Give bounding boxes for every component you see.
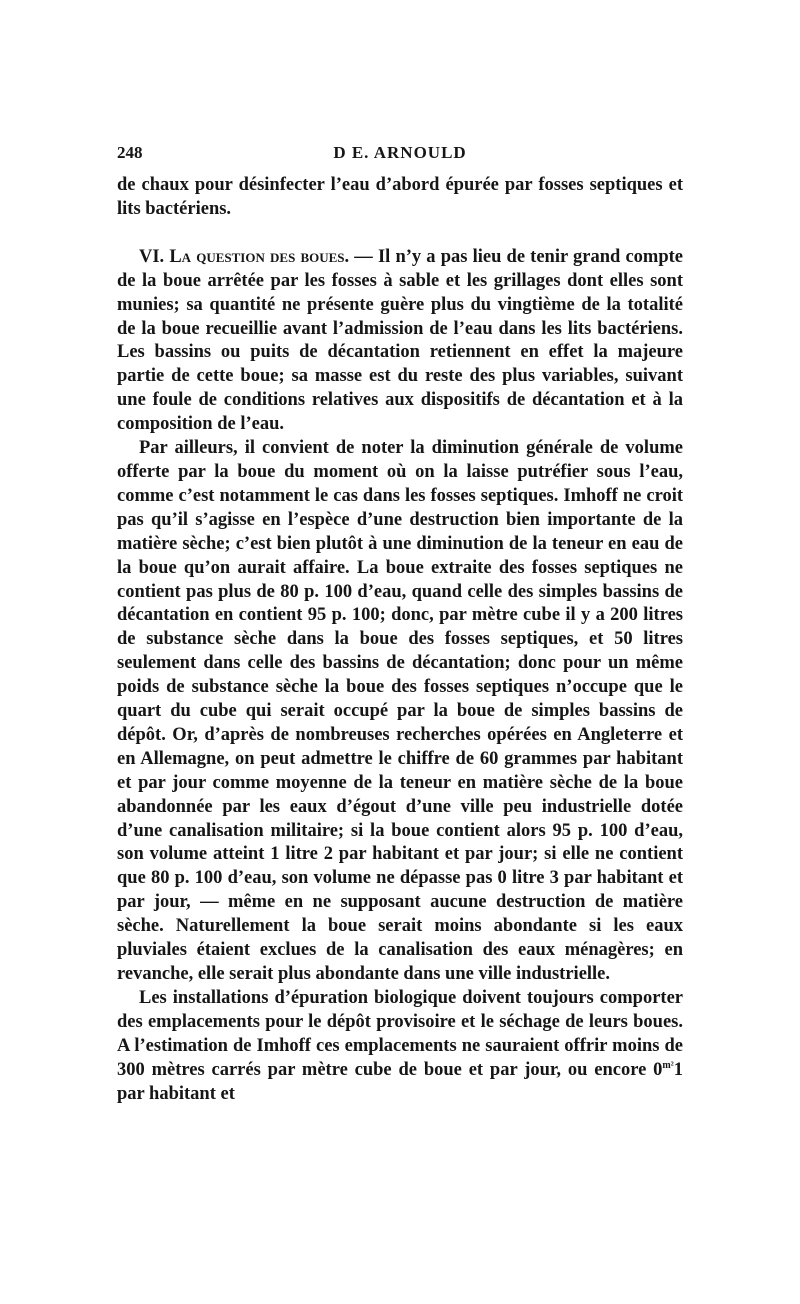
running-head: D E. ARNOULD <box>333 143 467 162</box>
paragraph: Par ailleurs, il convient de noter la diminution générale de volume offerte par la boue du moment où on la laisse putréfier sous l’eau, comme c’est notamment le cas dans les fosses septiques. Imhoff ne croit pas qu’il s’agisse en l’espèce d’une destruction bien importante de la matière sèche; c’est bien plutôt à une diminution de la teneur en eau de la boue qu’on aurait affaire. La boue extraite des fosses septiques ne contient pas plus de 80 p. 100 d’eau, quand celle des simples bassins de décantation en contient 95 p. 100; donc, par mètre cube il y a 200 litres de substance sèche dans la boue des fosses septiques, et 50 litres seulement dans celle des bassins de décantation; donc pour un même poids de substance sèche la boue des fosses septiques n’occupe que le quart du cube qui serait occupé par la boue de simples bassins de dépôt. Or, d’après de nombreuses recherches opérées en Angleterre et en Allemagne, on peut admettre le chiffre de 60 grammes par habitant et par jour comme moyenne de la teneur en matière sèche de la boue abandonnée par les eaux d’égout d’une ville peu industrielle dotée d’une canalisation militaire; si la boue contient alors 95 p. 100 d’eau, son volume atteint 1 litre 2 par habitant et par jour; si elle ne contient que 80 p. 100 d’eau, son volume ne dépasse pas 0 litre 3 par habitant et par jour, — même en ne supposant aucune destruction de matière sèche. Naturellement la boue serait moins abondante si les eaux pluviales étaient exclues de la canalisation des eaux ménagères; en revanche, elle serait plus abondante dans une ville industrielle. <box>117 438 683 984</box>
paragraph-gap <box>117 222 683 246</box>
section-number: VI. <box>139 246 165 267</box>
section-title: La question des boues. <box>169 246 350 267</box>
page-header <box>117 143 683 167</box>
unit-superscript: m² <box>662 1059 674 1071</box>
page-number: 248 <box>117 143 143 162</box>
section-paragraph <box>117 246 683 437</box>
body-text <box>117 174 683 1106</box>
section-body: — Il n’y a pas lieu de tenir grand compte de la boue arrêtée par les fosses à sable et les grillages dont elles sont munies; sa quantité ne présente guère plus du vingtième de la totalité de la boue recueillie avant l’admission de l’eau dans les lits bactériens. Les bassins ou puits de décantation retiennent en effet la majeure partie de cette boue; sa masse est du reste des plus variables, suivant une foule de conditions relatives aux dispositifs de décantation et à la composition de l’eau. <box>117 246 683 435</box>
paragraph-text: Les installations d’épuration biologique doivent toujours comporter des emplacements pour le dépôt provisoire et le séchage de leurs boues. A l’estimation de Imhoff ces emplacements ne sauraient offrir moins de 300 mètres carrés par mètre cube de boue et par jour, ou encore 0 <box>117 987 683 1080</box>
paragraph-continuation: de chaux pour désinfecter l’eau d’abord épurée par fosses septiques et lits bactériens. <box>117 175 683 219</box>
paragraph-text-end: 1 par habitant et <box>117 1059 683 1104</box>
paragraph-last <box>117 987 683 1107</box>
